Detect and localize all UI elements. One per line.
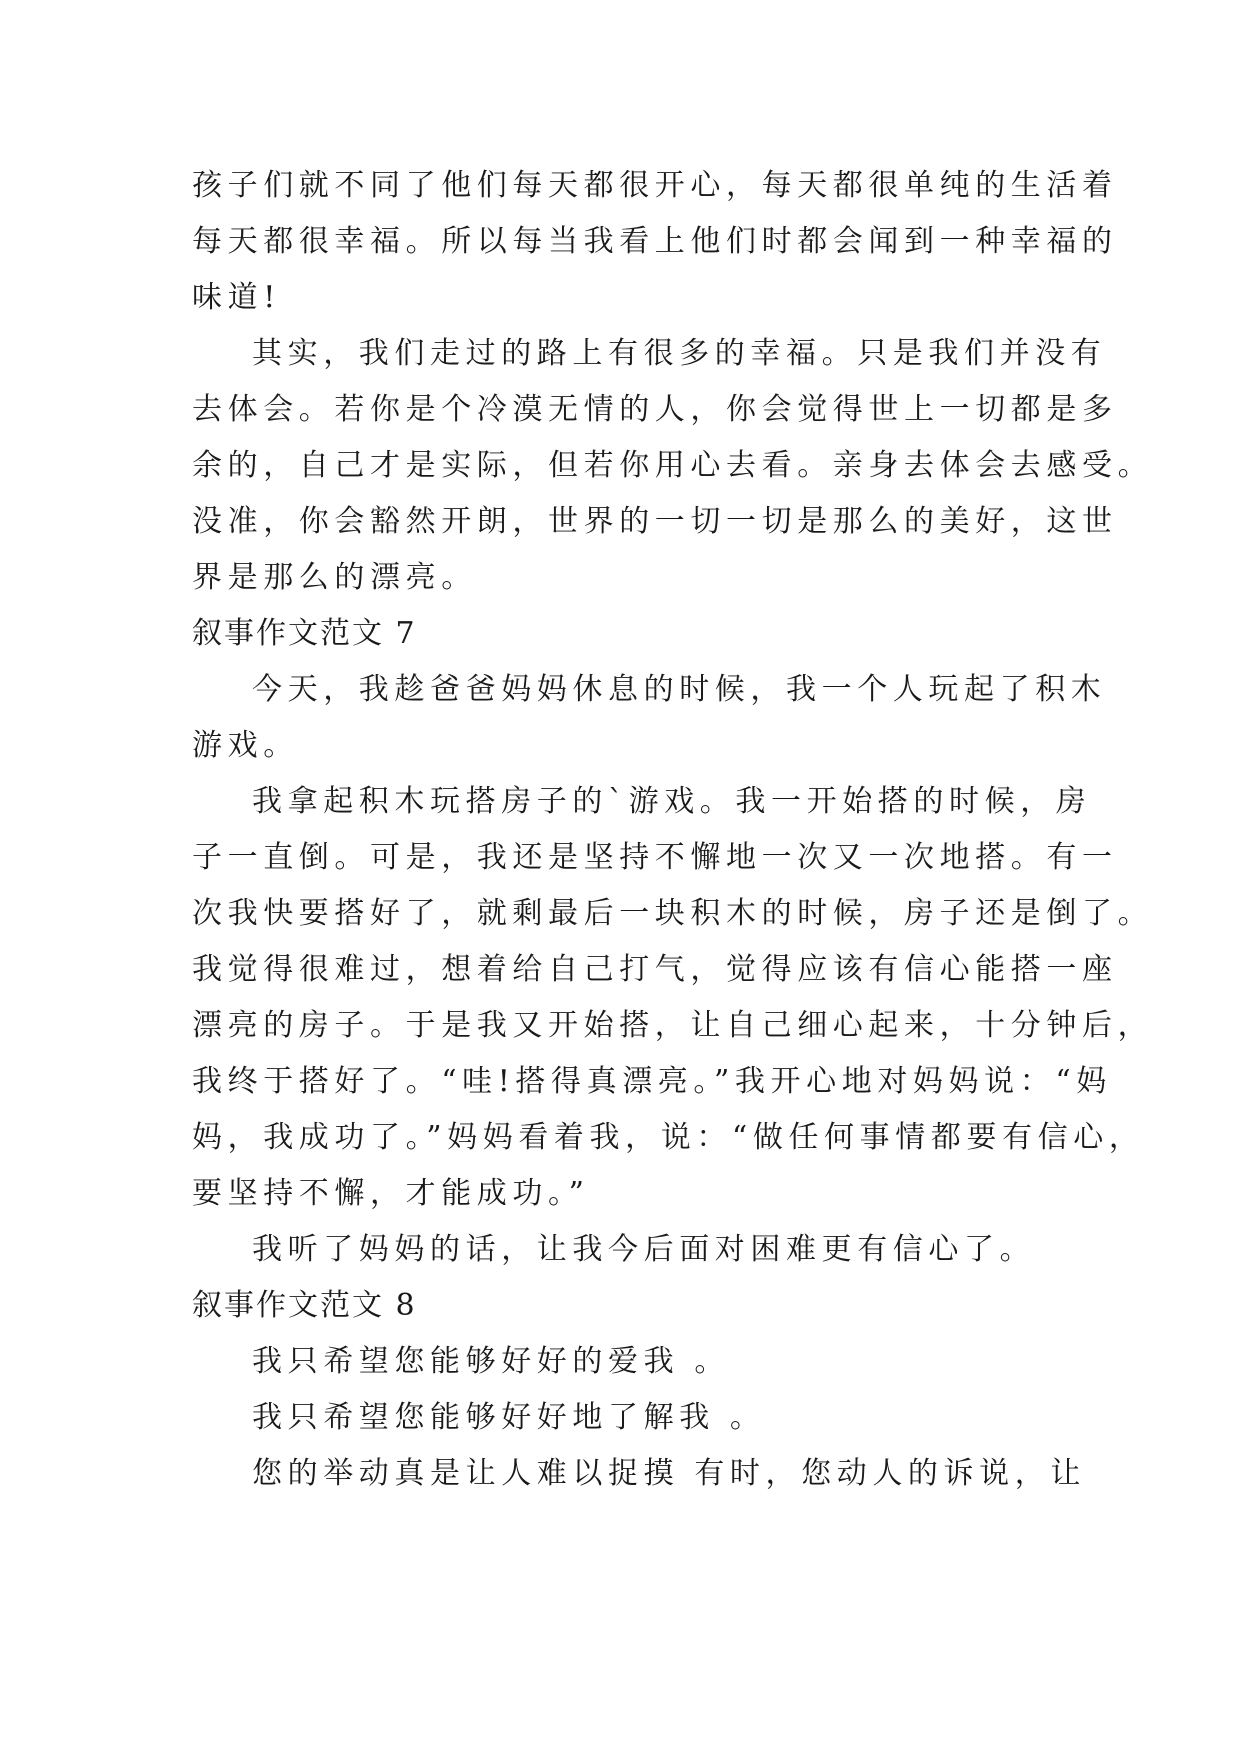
paragraph-line: 要坚持不懈，才能成功。”: [192, 1176, 590, 1211]
paragraph-line: 我只希望您能够好好地了解我 。: [252, 1400, 766, 1435]
paragraph-line: 子一直倒。可是，我还是坚持不懈地一次又一次地搭。有一: [192, 840, 1118, 875]
section-heading: 叙事作文范文 7: [192, 616, 417, 651]
section-heading: 叙事作文范文 8: [192, 1288, 417, 1323]
paragraph-line: 味道!: [192, 280, 281, 315]
paragraph-line: 我只希望您能够好好的爱我 。: [252, 1344, 730, 1379]
paragraph-line: 没准，你会豁然开朗，世界的一切一切是那么的美好，这世: [192, 504, 1118, 539]
paragraph-line: 其实，我们走过的路上有很多的幸福。只是我们并没有: [252, 336, 1107, 371]
paragraph-line: 次我快要搭好了，就剩最后一块积木的时候，房子还是倒了。: [192, 896, 1154, 931]
paragraph-line: 我拿起积木玩搭房子的`游戏。我一开始搭的时候，房: [252, 784, 1092, 819]
paragraph-line: 界是那么的漂亮。: [192, 560, 477, 595]
paragraph-line: 余的，自己才是实际，但若你用心去看。亲身去体会去感受。: [192, 448, 1154, 483]
paragraph-line: 漂亮的房子。于是我又开始搭，让自己细心起来，十分钟后，: [192, 1008, 1154, 1043]
paragraph-line: 孩子们就不同了他们每天都很开心，每天都很单纯的生活着: [192, 168, 1118, 203]
paragraph-line: 每天都很幸福。所以每当我看上他们时都会闻到一种幸福的: [192, 224, 1118, 259]
paragraph-line: 我终于搭好了。“哇!搭得真漂亮。”我开心地对妈妈说：“妈: [192, 1064, 1112, 1099]
paragraph-line: 妈，我成功了。”妈妈看着我，说：“做任何事情都要有信心，: [192, 1120, 1145, 1155]
paragraph-line: 去体会。若你是个冷漠无情的人，你会觉得世上一切都是多: [192, 392, 1118, 427]
paragraph-line: 今天，我趁爸爸妈妈休息的时候，我一个人玩起了积木: [252, 672, 1107, 707]
paragraph-line: 我听了妈妈的话，让我今后面对困难更有信心了。: [252, 1232, 1036, 1267]
document-page: [192, 158, 1154, 1502]
paragraph-line: 您的举动真是让人难以捉摸 有时，您动人的诉说，让: [252, 1456, 1086, 1491]
paragraph-line: 我觉得很难过，想着给自己打气，觉得应该有信心能搭一座: [192, 952, 1118, 987]
paragraph-line: 游戏。: [192, 728, 299, 763]
